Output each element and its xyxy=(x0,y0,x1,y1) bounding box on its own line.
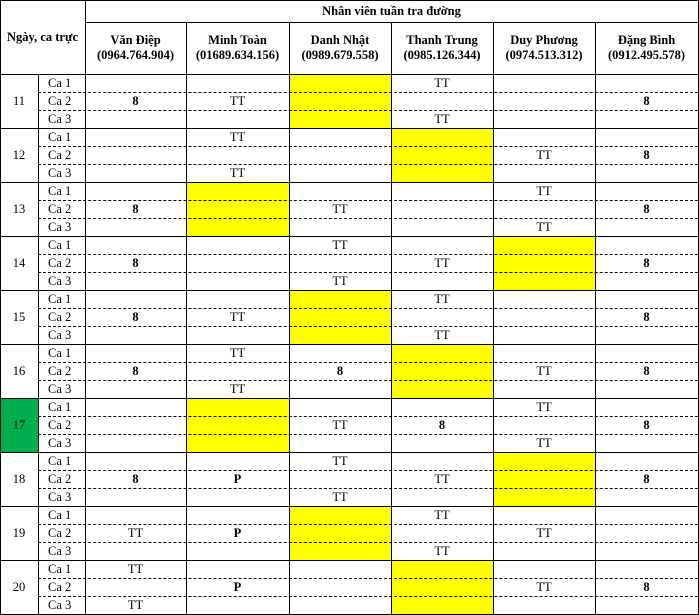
shift-label: Ca 2 xyxy=(48,201,72,216)
duty-cell[interactable]: TT xyxy=(536,525,552,540)
duty-cell[interactable]: TT xyxy=(434,327,450,342)
off-duty-highlight xyxy=(391,344,493,398)
staff-header xyxy=(85,22,186,74)
shift-label: Ca 3 xyxy=(48,327,72,342)
duty-cell[interactable]: TT xyxy=(332,273,348,288)
shift-label: Ca 3 xyxy=(48,273,72,288)
duty-cell[interactable]: 8 xyxy=(643,579,650,594)
duty-cell[interactable]: 8 xyxy=(643,471,650,486)
duty-cell[interactable]: P xyxy=(233,471,242,486)
shift-label: Ca 1 xyxy=(48,237,72,252)
today-day-number: 17 xyxy=(0,398,38,452)
staff-phone: (01689.634.156) xyxy=(195,48,280,62)
duty-cell[interactable]: TT xyxy=(229,93,246,108)
duty-cell[interactable]: 8 xyxy=(643,255,650,270)
column-divider xyxy=(85,0,86,615)
shift-divider xyxy=(38,218,698,219)
duty-cell[interactable]: TT xyxy=(127,525,144,540)
duty-cell[interactable]: 8 xyxy=(336,363,344,378)
day-number: 14 xyxy=(12,255,26,270)
duty-cell[interactable]: TT xyxy=(536,147,552,162)
off-duty-highlight xyxy=(289,290,391,344)
shift-divider xyxy=(38,110,698,111)
duty-cell[interactable]: 8 xyxy=(643,417,650,432)
duty-cell[interactable]: TT xyxy=(332,237,348,252)
shift-label: Ca 2 xyxy=(48,147,72,162)
day-number: 15 xyxy=(12,309,26,324)
shift-label: Ca 3 xyxy=(48,111,72,126)
shift-label: Ca 1 xyxy=(48,129,72,144)
shift-label: Ca 1 xyxy=(48,399,72,414)
column-divider xyxy=(391,22,392,615)
duty-cell[interactable]: TT xyxy=(332,453,348,468)
off-duty-highlight xyxy=(289,74,391,128)
staff-phone: (0974.513.312) xyxy=(505,48,583,62)
staff-name: Văn Điệp xyxy=(110,33,161,47)
shift-label: Ca 1 xyxy=(48,345,72,360)
duty-cell[interactable]: TT xyxy=(434,543,450,558)
duty-cell[interactable]: TT xyxy=(434,291,450,306)
day-number: 12 xyxy=(12,147,26,162)
column-divider xyxy=(186,22,187,615)
duty-cell[interactable]: P xyxy=(233,579,242,594)
shift-label: Ca 2 xyxy=(48,471,72,486)
duty-cell[interactable]: 8 xyxy=(132,309,139,324)
duty-cell[interactable]: 8 xyxy=(132,471,139,486)
shift-label: Ca 2 xyxy=(48,255,72,270)
staff-header xyxy=(391,22,493,74)
duty-cell[interactable]: TT xyxy=(536,579,552,594)
day-number: 11 xyxy=(12,93,26,108)
duty-cell[interactable]: 8 xyxy=(643,201,650,216)
day-number: 20 xyxy=(12,579,26,594)
duty-cell[interactable]: 8 xyxy=(132,363,139,378)
column-divider xyxy=(289,22,290,615)
staff-name: Danh Nhật xyxy=(310,33,370,47)
staff-header xyxy=(595,22,698,74)
duty-cell[interactable]: TT xyxy=(229,309,246,324)
shift-label: Ca 2 xyxy=(48,363,72,378)
shift-label: Ca 3 xyxy=(48,219,72,234)
duty-cell[interactable]: TT xyxy=(229,165,246,180)
shift-label: Ca 3 xyxy=(48,489,72,504)
duty-cell[interactable]: TT xyxy=(536,363,552,378)
duty-cell[interactable]: 8 xyxy=(643,147,650,162)
duty-cell[interactable]: TT xyxy=(536,399,552,414)
day-number: 16 xyxy=(12,363,26,378)
off-duty-highlight xyxy=(493,452,595,506)
duty-cell[interactable]: TT xyxy=(536,183,552,198)
duty-cell[interactable]: TT xyxy=(332,489,348,504)
shift-label: Ca 2 xyxy=(48,417,72,432)
off-duty-highlight xyxy=(186,182,289,236)
off-duty-highlight xyxy=(186,398,289,452)
shift-divider xyxy=(38,542,698,543)
off-duty-highlight xyxy=(391,128,493,182)
shift-label: Ca 2 xyxy=(48,579,72,594)
shift-label: Ca 3 xyxy=(48,165,72,180)
shift-label: Ca 2 xyxy=(48,525,72,540)
shift-label: Ca 3 xyxy=(48,543,72,558)
day-shift-divider xyxy=(38,74,39,614)
duty-cell[interactable]: TT xyxy=(332,417,348,432)
duty-cell[interactable]: TT xyxy=(229,381,246,396)
staff-phone: (0989.679.558) xyxy=(301,48,379,62)
duty-cell[interactable]: 8 xyxy=(643,93,650,108)
shift-label: Ca 3 xyxy=(48,597,72,612)
staff-name: Thanh Trung xyxy=(406,33,478,47)
duty-cell[interactable]: 8 xyxy=(132,93,139,108)
duty-cell[interactable]: TT xyxy=(434,471,450,486)
off-duty-highlight xyxy=(391,560,493,614)
duty-cell[interactable]: TT xyxy=(536,435,552,450)
duty-cell[interactable]: TT xyxy=(127,597,144,612)
table-left-border xyxy=(0,0,1,615)
duty-cell[interactable]: TT xyxy=(434,507,450,522)
shift-divider xyxy=(38,164,698,165)
duty-cell[interactable]: TT xyxy=(434,75,450,90)
day-number: 19 xyxy=(12,525,26,540)
duty-cell[interactable]: P xyxy=(233,525,242,540)
duty-cell[interactable]: TT xyxy=(229,345,246,360)
table-top-border xyxy=(0,0,699,1)
shift-divider xyxy=(38,434,698,435)
duty-cell[interactable]: 8 xyxy=(132,201,139,216)
day-number: 18 xyxy=(12,471,26,486)
staff-group-title: Nhân viên tuần tra đường xyxy=(322,3,461,18)
off-duty-highlight xyxy=(289,506,391,560)
shift-label: Ca 1 xyxy=(48,291,72,306)
duty-cell[interactable]: TT xyxy=(434,111,450,126)
corner-header: Ngày, ca trực xyxy=(6,29,79,44)
duty-cell[interactable]: 8 xyxy=(438,417,446,432)
staff-header xyxy=(289,22,391,74)
shift-divider xyxy=(38,326,698,327)
duty-cell[interactable]: TT xyxy=(434,255,450,270)
staff-name: Duy Phương xyxy=(510,33,578,47)
staff-phone: (0985.126.344) xyxy=(403,48,481,62)
staff-phone: (0912.495.578) xyxy=(607,48,686,62)
column-divider xyxy=(595,22,596,615)
off-duty-highlight xyxy=(493,236,595,290)
shift-label: Ca 3 xyxy=(48,381,72,396)
staff-phone: (0964.764.904) xyxy=(96,48,175,62)
duty-cell[interactable]: TT xyxy=(229,129,246,144)
staff-header xyxy=(186,22,289,74)
shift-label: Ca 1 xyxy=(48,507,72,522)
shift-label: Ca 3 xyxy=(48,435,72,450)
shift-label: Ca 2 xyxy=(48,309,72,324)
staff-header xyxy=(493,22,595,74)
duty-cell[interactable]: 8 xyxy=(132,255,139,270)
duty-cell[interactable]: 8 xyxy=(643,309,650,324)
duty-cell[interactable]: TT xyxy=(127,561,144,576)
shift-label: Ca 1 xyxy=(48,561,72,576)
group-title-divider xyxy=(85,22,699,23)
shift-label: Ca 2 xyxy=(48,93,72,108)
duty-cell[interactable]: TT xyxy=(332,201,348,216)
shift-label: Ca 1 xyxy=(48,183,72,198)
shift-label: Ca 1 xyxy=(48,75,72,90)
day-number: 13 xyxy=(12,201,26,216)
duty-cell[interactable]: 8 xyxy=(643,363,650,378)
shift-label: Ca 1 xyxy=(48,453,72,468)
column-divider xyxy=(493,22,494,615)
staff-name: Đặng Bình xyxy=(617,33,676,47)
shift-divider xyxy=(38,380,698,381)
staff-name: Minh Toàn xyxy=(208,33,267,47)
duty-cell[interactable]: TT xyxy=(536,219,552,234)
